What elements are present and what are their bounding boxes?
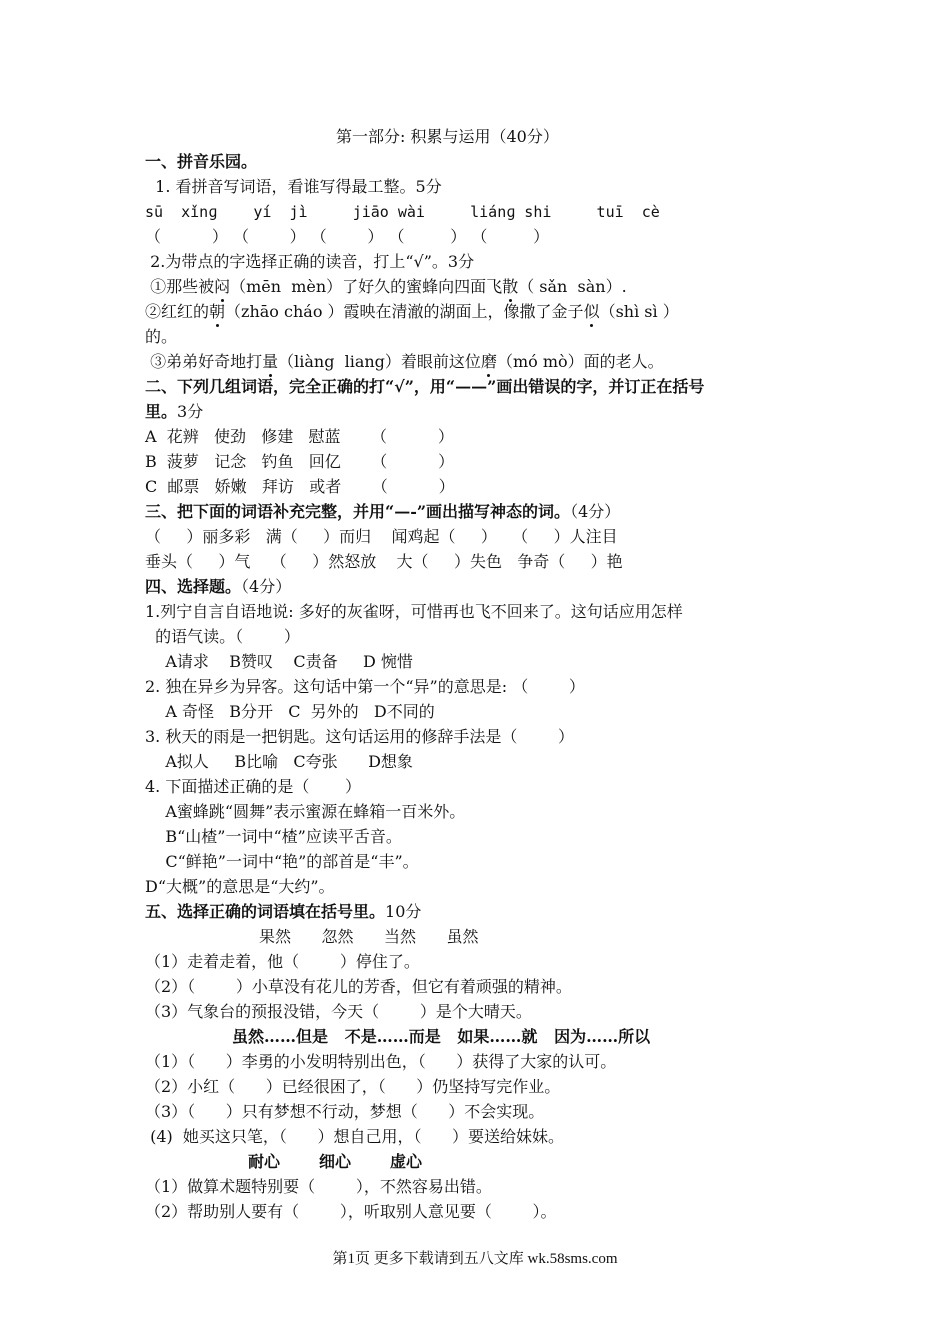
s5-line: （1）做算术题特别要（ ），不然容易出错。 <box>145 1177 492 1196</box>
dotted-char: 磨 <box>480 352 497 371</box>
dotted-char: 散 <box>502 277 519 296</box>
s5-word-bank-1: 果然 忽然 当然 虽然 <box>259 927 479 946</box>
s4-line: 的语气读。（ ） <box>145 627 300 646</box>
s4-line: 2. 独在异乡为异客。这句话中第一个“异”的意思是: （ ） <box>145 677 585 696</box>
s2-row-b: B 菠萝 记念 钓鱼 回亿 （ ） <box>145 452 455 471</box>
s4-line: 4. 下面描述正确的是（ ） <box>145 777 361 796</box>
s4-line: 1.列宁自言自语地说: 多好的灰雀呀，可惜再也飞不回来了。这句话应用怎样 <box>145 602 683 621</box>
s5-line: （3）（ ）只有梦想不行动，梦想（ ）不会实现。 <box>145 1102 545 1121</box>
s1-q1: 1. 看拼音写词语，看谁写得最工整。5分 <box>145 177 442 196</box>
s5-line: （2）帮助别人要有（ ），听取别人意见要（ ）。 <box>145 1202 557 1221</box>
s1-q2: 2.为带点的字选择正确的读音，打上“√”。3分 <box>145 252 475 271</box>
s3-row-1: （ ）丽多彩 满（ ）而归 闻鸡起（ ） （ ）人注目 <box>145 527 618 546</box>
s5-line: （1）（ ）李勇的小发明特别出色，（ ）获得了大家的认可。 <box>145 1052 617 1071</box>
s4-line: B“山楂”一词中“楂”应读平舌音。 <box>145 827 402 846</box>
dotted-char: 量 <box>262 352 279 371</box>
section-2-heading-cont: 里。3分 <box>145 402 204 421</box>
s1-item-3: ③弟弟好奇地打量（liàng liang）着眼前这位磨（mó mò）面的老人。 <box>145 352 664 371</box>
s5-line: （2）小红（ ）已经很困了，（ ）仍坚持写完作业。 <box>145 1077 561 1096</box>
s2-row-c: C 邮票 娇嫩 拜访 或者 （ ） <box>145 477 455 496</box>
pinyin-line: sū xǐnɡ yí jì jiāo wài liánɡ shi tuī cè <box>145 203 660 221</box>
s5-line: （2）（ ）小草没有花儿的芳香，但它有着顽强的精神。 <box>145 977 572 996</box>
s4-line: A请求 B赞叹 C责备 D 惋惜 <box>145 652 413 671</box>
s5-line: （3）气象台的预报没错，今天（ ）是个大晴天。 <box>145 1002 532 1021</box>
s4-line: C“鲜艳”一词中“艳”的部首是“丰”。 <box>145 852 419 871</box>
s5-word-bank-3: 耐心 细心 虚心 <box>248 1152 422 1171</box>
s4-line: 3. 秋天的雨是一把钥匙。这句话运用的修辞手法是（ ） <box>145 727 575 746</box>
s4-line: A拟人 B比喻 C夸张 D想象 <box>145 752 413 771</box>
s1-item-2: ②红红的朝（zhāo cháo ）霞映在清澈的湖面上，像撒了金子似（shì sì ） <box>145 302 679 321</box>
page-title: 第一部分: 积累与运用（40分） <box>336 127 559 146</box>
section-3-heading: 三、把下面的词语补充完整，并用“—-”画出描写神态的词。（4分） <box>145 502 621 521</box>
s1-item-1: ①那些被闷（mēn mèn）了好久的蜜蜂向四面飞散（ sǎn sàn）. <box>145 277 627 296</box>
section-1-heading: 一、拼音乐园。 <box>145 152 258 171</box>
s5-line: (4) 她买这只笔，（ ）想自己用，（ ）要送给妹妹。 <box>145 1127 564 1146</box>
s4-line: D“大概”的意思是“大约”。 <box>145 877 335 896</box>
s2-row-a: A 花辨 使劲 修建 慰蓝 （ ） <box>145 427 454 446</box>
dotted-char: 朝 <box>209 302 226 321</box>
page-footer: 第1页 更多下载请到五八文库 wk.58sms.com <box>332 1251 618 1267</box>
s5-word-bank-2: 虽然……但是 不是……而是 如果……就 因为……所以 <box>232 1027 651 1046</box>
dotted-char: 闷 <box>214 277 231 296</box>
s5-line: （1）走着走着，他（ ）停住了。 <box>145 952 420 971</box>
s1-item-2-cont: 的。 <box>145 327 178 346</box>
section-2-heading: 二、下列几组词语，完全正确的打“√”，用“——”画出错误的字，并订正在括号 <box>145 377 705 396</box>
answer-brackets: （ ） （ ） （ ） （ ） （ ） <box>145 227 550 246</box>
dotted-char: 似 <box>583 302 600 321</box>
s4-line: A 奇怪 B分开 C 另外的 D不同的 <box>145 702 435 721</box>
s3-row-2: 垂头（ ）气 （ ）然怒放 大（ ）失色 争奇（ ）艳 <box>145 552 623 571</box>
s4-line: A蜜蜂跳“圆舞”表示蜜源在蜂箱一百米外。 <box>145 802 466 821</box>
section-4-heading: 四、选择题。（4分） <box>145 577 292 596</box>
section-5-heading: 五、选择正确的词语填在括号里。10分 <box>145 902 422 921</box>
